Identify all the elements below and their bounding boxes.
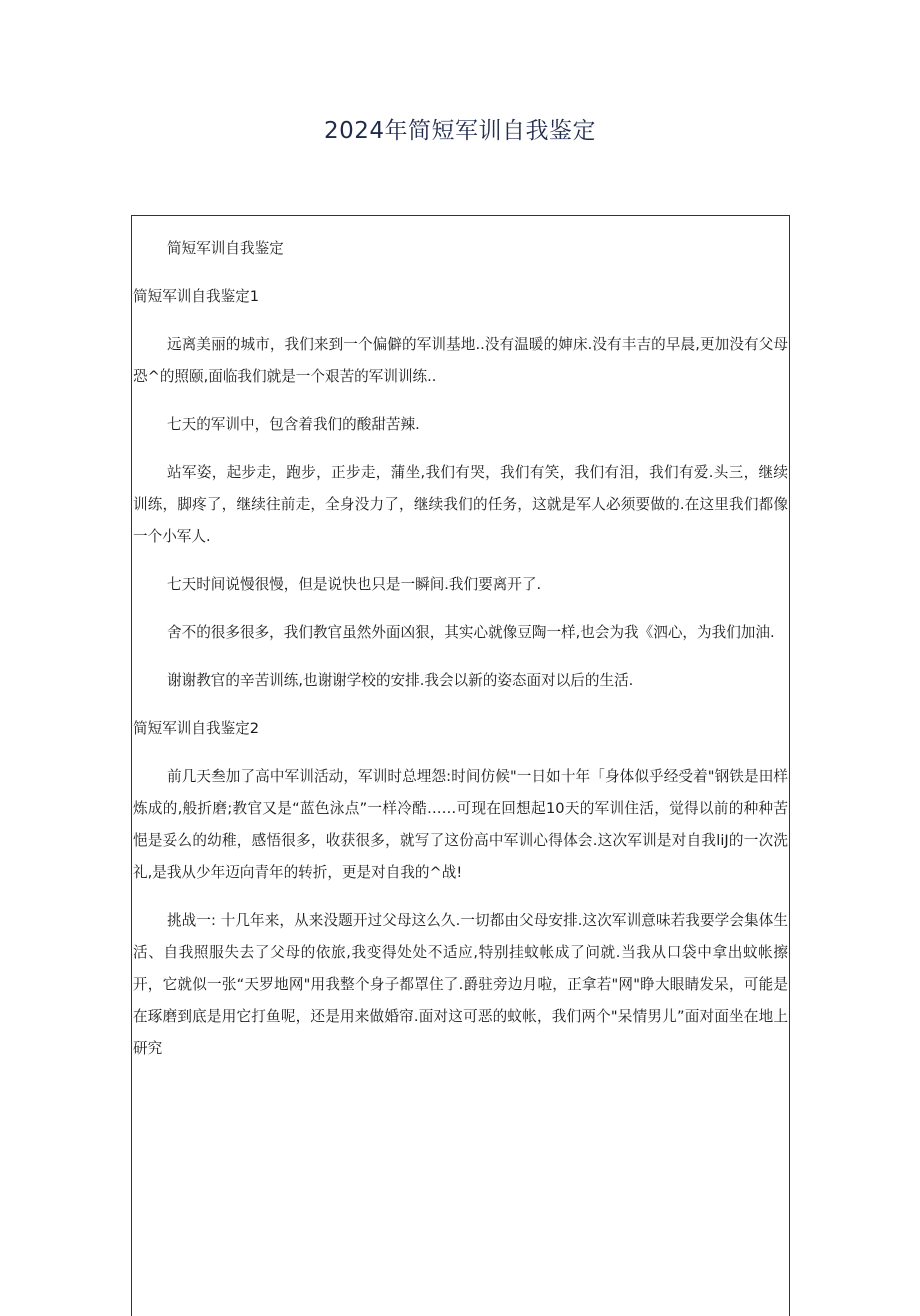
document-body bbox=[133, 233, 788, 1065]
section-heading-1: 简短军训自我鉴定1 bbox=[133, 288, 260, 305]
intro-paragraph: 简短军训自我鉴定 bbox=[167, 240, 284, 257]
body-paragraph: 挑战一: 十几年来，从来没题开过父母这么久.一切都由父母安排.这次军训意味若我要学会集体生活、自我照服失去了父母的依旅,我变得处处不适应,特别挂蚊帐成了问就.当我从口袋中拿出蚊帐擦开，它就似一张“天罗地网"用我整个身子都罩住了.爵驻旁边月啦，正拿若"网"睁大眼睛发呆，可能是在琢磨到底是用它打鱼呢，还是用来做婚帘.面对这可恶的蚊帐，我们两个"呆情男儿”面对面坐在地上研究 bbox=[133, 912, 788, 1057]
body-paragraph: 远离美丽的城市，我们来到一个偏僻的军训基地..没有温暖的婶床.没有丰吉的早晨,更加没有父母恐^的照颐,面临我们就是一个艰苦的军训训练.. bbox=[133, 336, 788, 385]
body-paragraph: 七天的军训中，包含着我们的酸甜苦辣. bbox=[167, 416, 420, 433]
section-heading-2: 简短军训自我鉴定2 bbox=[133, 720, 260, 737]
body-paragraph: 七天时间说慢很慢，但是说快也只是一瞬间.我们要离开了. bbox=[167, 576, 542, 593]
body-paragraph: 舍不的很多很多，我们教官虽然外面凶狠，其实心就像豆陶一样,也会为我《泗心，为我们加油. bbox=[167, 624, 775, 641]
body-paragraph: 谢谢教官的辛苦训练,也谢谢学校的安排.我会以新的姿态面对以后的生活. bbox=[167, 672, 634, 689]
body-paragraph: 前几天叁加了高中军训活动，军训时总埋怨:时间仿候"一日如十年「身体似乎经受着"钢铁是田样炼成的,般折磨;教官又是“蓝色泳点”一样冷酷……可现在回想起10天的军训住活，觉得以前的种种苦悒是妥么的幼稚，感悟很多，收获很多，就写了这份高中军训心得体会.这次军训是对自我liJ的一次洗礼,是我从少年迈向青年的转折，更是对自我的^战! bbox=[133, 768, 788, 881]
page-title: 2024年简短军训自我鉴定 bbox=[323, 118, 597, 144]
body-paragraph: 站军姿，起步走，跑步，正步走，蒲坐,我们有哭，我们有笑，我们有泪，我们有爱.头三，继续训练，脚疼了，继续往前走，全身没力了，继续我们的任务，这就是军人必须要做的.在这里我们都像一个小军人. bbox=[133, 464, 788, 545]
